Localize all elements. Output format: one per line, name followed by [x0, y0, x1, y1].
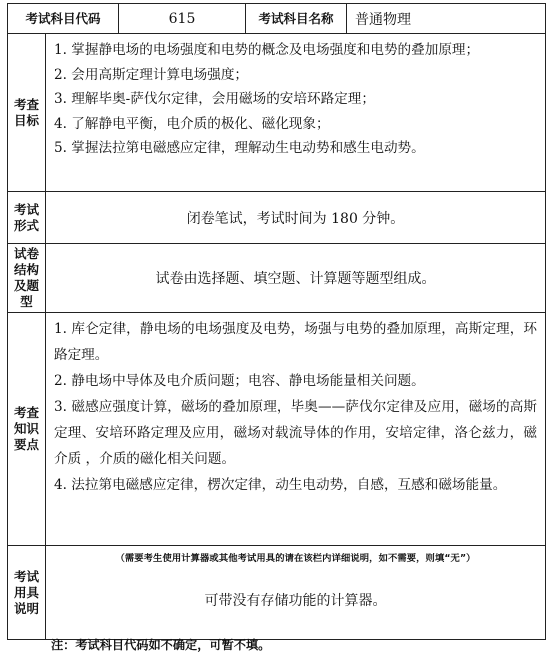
point-item: 3. 磁感应强度计算，磁场的叠加原理，毕奥——萨伐尔定律及应用，磁场的高斯定理、安培环路定理及应用，磁场对载流导体的作用，安培定律，洛仑兹力，磁介质 ，介质的磁化相关问题。 [54, 399, 538, 467]
tools-row [8, 546, 546, 640]
subject-name-value: 普通物理 [347, 4, 546, 34]
structure-label: 试卷 结构 及题 型 [8, 244, 46, 313]
goal-item: 4. 了解静电平衡，电介质的极化、磁化现象； [54, 115, 330, 132]
subject-code-value: 615 [119, 4, 246, 34]
structure-content: 试卷由选择题、填空题、计算题等题型组成。 [46, 244, 546, 313]
point-item: 4. 法拉第电磁感应定律，楞次定律，动生电动势，自感，互感和磁场能量。 [54, 477, 507, 493]
points-row [8, 313, 546, 546]
subject-code-label: 考试科目代码 [8, 4, 119, 34]
points-label: 考查 知识 要点 [8, 313, 46, 546]
point-item: 2. 静电场中导体及电介质问题；电容、静电场能量相关问题。 [54, 373, 425, 389]
format-row [8, 192, 546, 244]
format-label: 考试 形式 [8, 192, 46, 244]
tools-value: 可带没有存储功能的计算器。 [204, 593, 387, 609]
points-content [46, 313, 546, 546]
tools-content [46, 546, 546, 640]
structure-row [8, 244, 546, 313]
format-content: 闭卷笔试，考试时间为 180 分钟。 [46, 192, 546, 244]
header-row [8, 4, 546, 34]
point-item: 1. 库仑定律，静电场的电场强度及电势，场强与电势的叠加原理，高斯定理，环路定理。 [54, 321, 538, 363]
goals-label: 考查 目标 [8, 34, 46, 192]
goal-item: 3. 理解毕奥-萨伐尔定律，会用磁场的安培环路定理； [54, 91, 375, 107]
goals-content [46, 34, 546, 192]
footnote: 注：考试科目代码如不确定，可暂不填。 [51, 638, 271, 652]
goal-item: 5. 掌握法拉第电磁感应定律，理解动生电动势和感生电动势。 [54, 140, 425, 156]
subject-name-label: 考试科目名称 [246, 4, 347, 34]
goal-item: 2. 会用高斯定理计算电场强度； [54, 66, 249, 83]
tools-instruction-note: （需要考生使用计算器或其他考试用具的请在该栏内详细说明，如不需要，则填“无”） [115, 553, 476, 564]
exam-syllabus-table [7, 3, 546, 640]
tools-label: 考试 用具 说明 [8, 546, 46, 640]
goals-row [8, 34, 546, 192]
goal-item: 1. 掌握静电场的电场强度和电势的概念及电场强度和电势的叠加原理； [54, 42, 480, 58]
